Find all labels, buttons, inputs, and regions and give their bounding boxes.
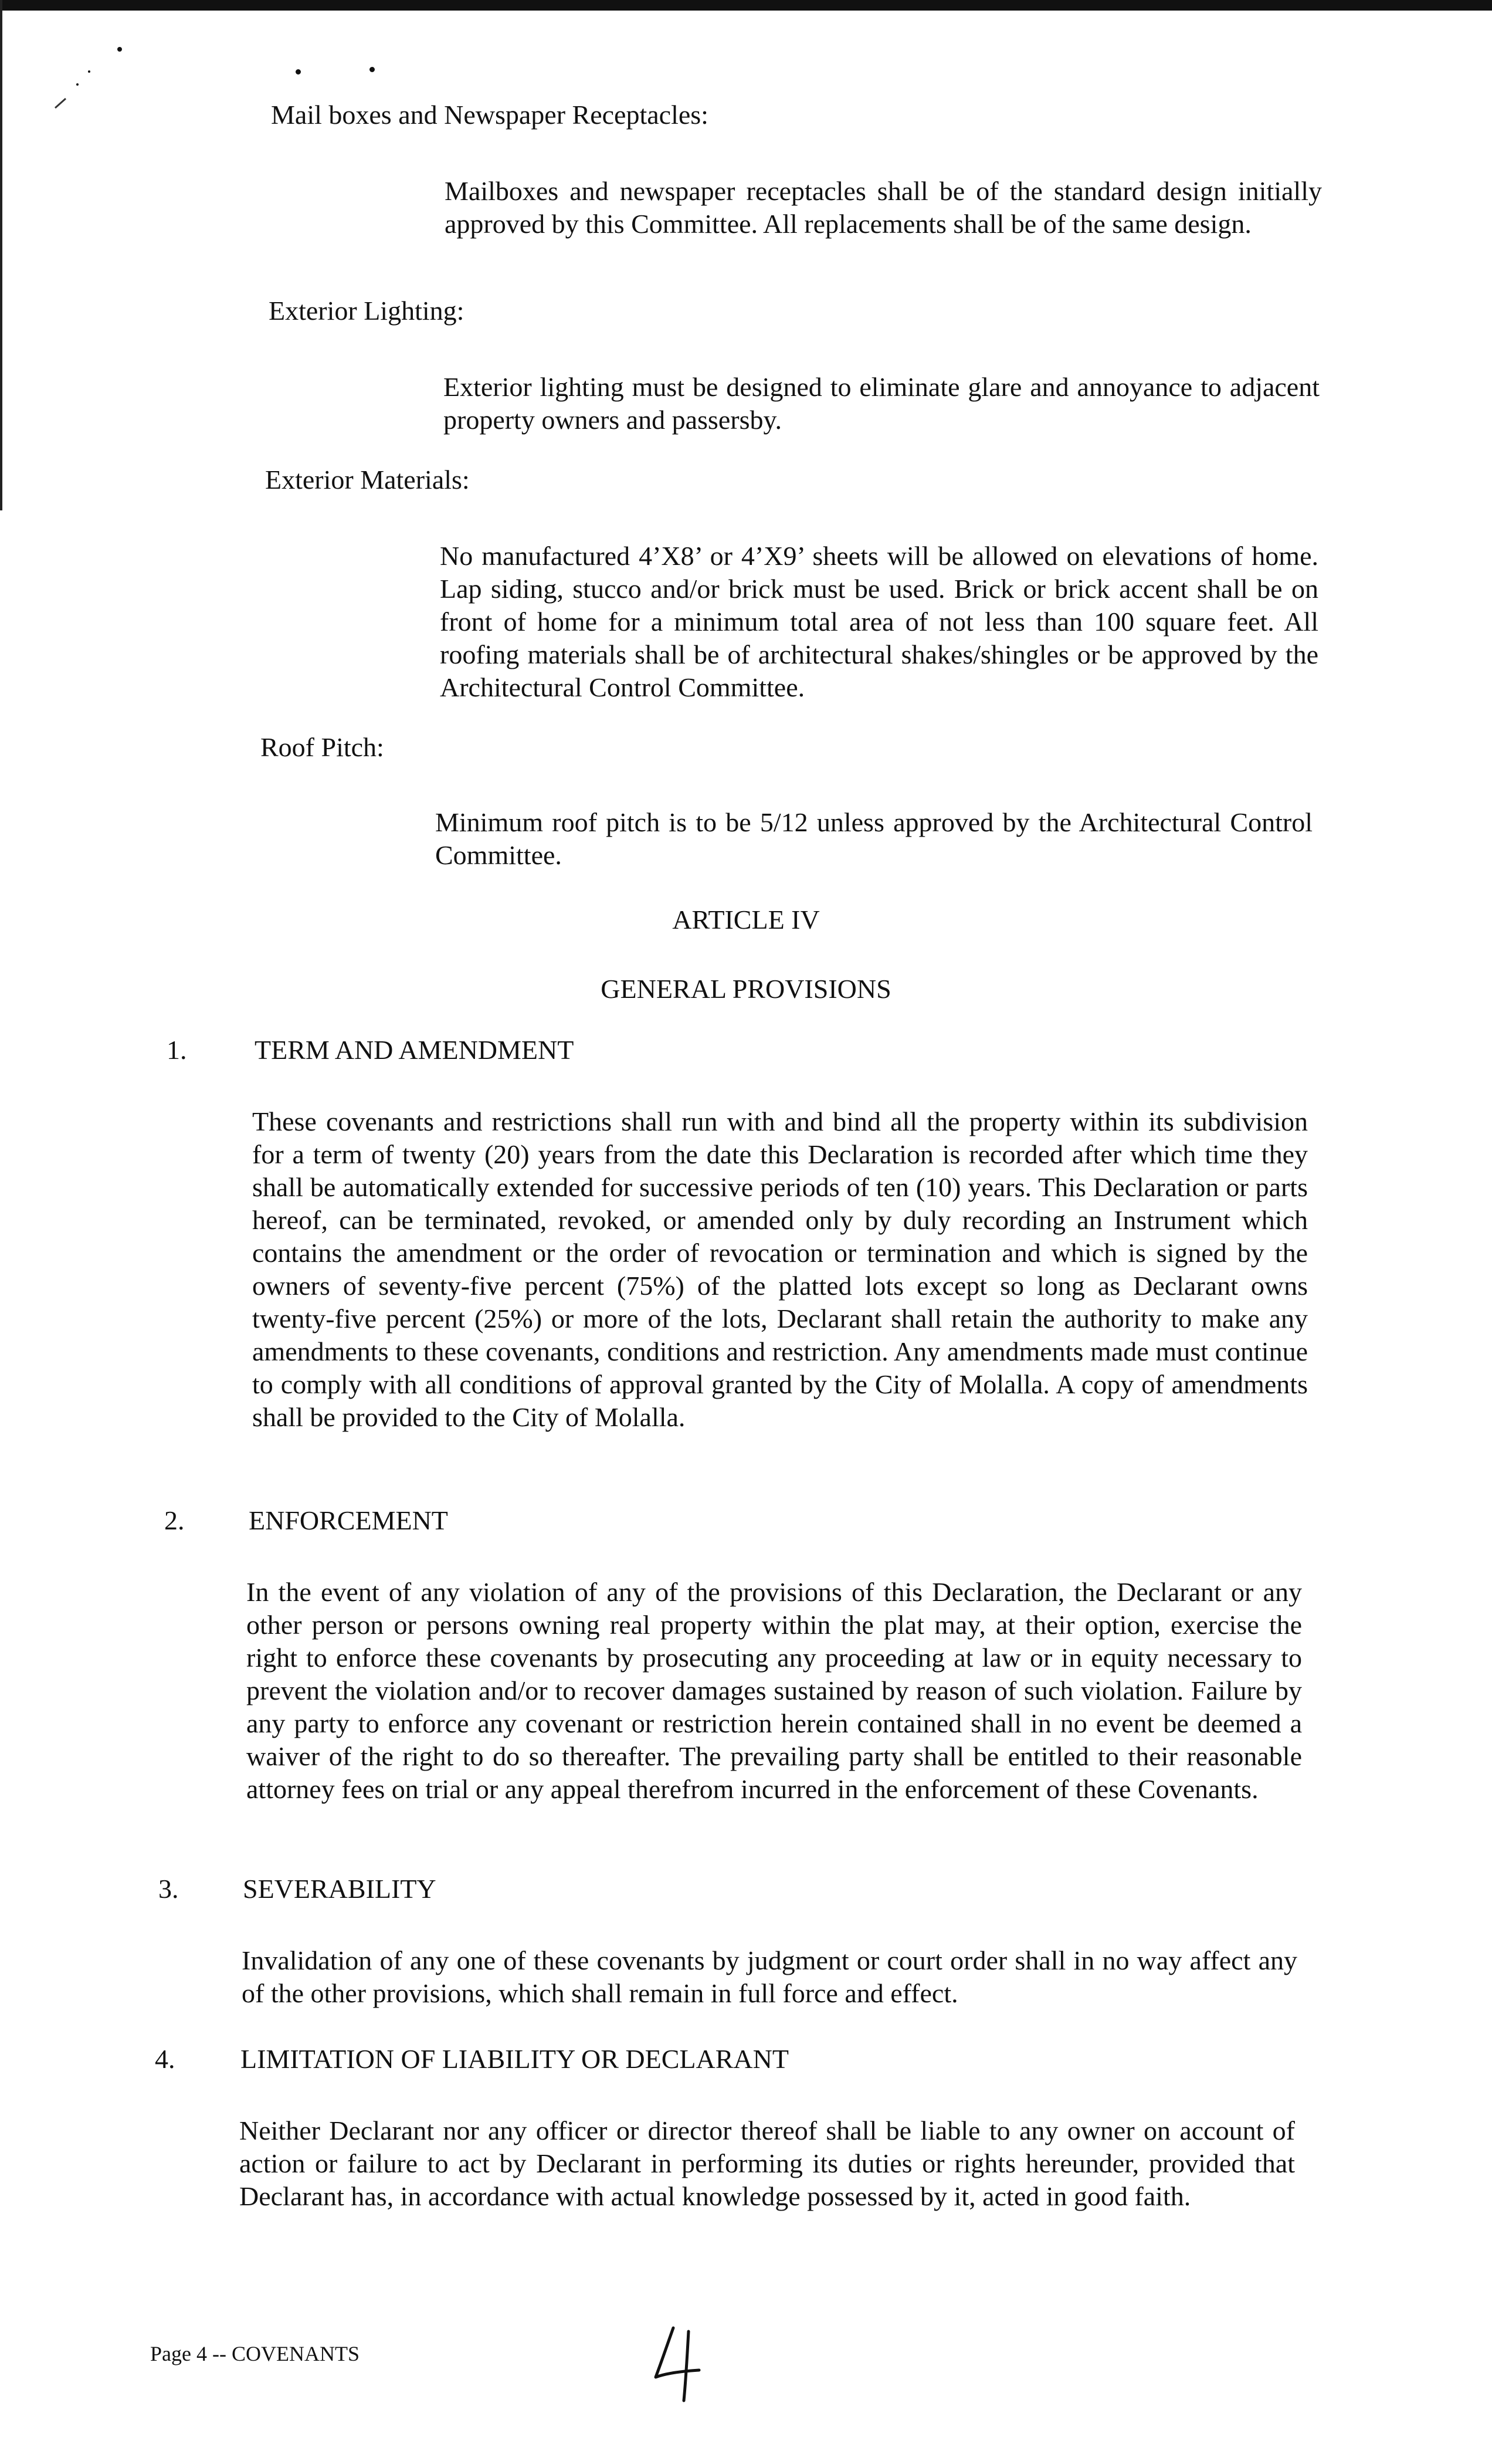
- provision-number: 4.: [155, 2044, 175, 2074]
- article-title: GENERAL PROVISIONS: [601, 974, 891, 1004]
- scan-speck: [369, 67, 375, 72]
- provision-text-term-and-amendment: These covenants and restrictions shall run with and bind all the property within its subdivision for a term of twenty (20) years from the date this Declaration is recorded after which time they shall be automatically extended for successive periods of ten (10) years. This Declaration or parts hereof, can be terminated, revoked, or amended only by duly recording an Instrument which contains the amendment or the order of revocation or termination and which is signed by the owners of seventy-five percent (75%) of the platted lots except so long as Declarant owns twenty-five percent (25%) or more of the lots, Declarant shall retain the authority to make any amendments to these covenants, conditions and restriction. Any amendments made must continue to comply with all conditions of approval granted by the City of Molalla. A copy of amendments shall be provided to the City of Molalla.: [252, 1106, 1308, 1432]
- scan-left-edge: [0, 0, 2, 510]
- provision-text-enforcement: In the event of any violation of any of the provisions of this Declaration, the Declarant or any other person or persons owning real property within the plat may, at their option, exercise the right to enforce these covenants by prosecuting any proceeding at law or in equity necessary to prevent the violation and/or to recover damages sustained by reason of such violation. Failure by any party to enforce any covenant or restriction herein contained shall in no event be deemed a waiver of the right to do so thereafter. The prevailing party shall be entitled to their reasonable attorney fees on trial or any appeal therefrom incurred in the enforcement of these Covenants.: [246, 1577, 1302, 1804]
- provision-heading-limitation-of-liability: LIMITATION OF LIABILITY OR DECLARANT: [240, 2044, 789, 2074]
- article-number: ARTICLE IV: [672, 905, 820, 935]
- scan-speck: [117, 47, 122, 52]
- provision-heading-severability: SEVERABILITY: [243, 1874, 436, 1904]
- scan-speck: [296, 69, 301, 75]
- provision-text-limitation-of-liability: Neither Declarant nor any officer or director thereof shall be liable to any owner on account of action or failure to act by Declarant in performing its duties or rights hereunder, provided that Declarant has, in accordance with actual knowledge possessed by it, acted in good faith.: [239, 2116, 1295, 2211]
- section-text-exterior-lighting: Exterior lighting must be designed to eliminate glare and annoyance to adjacent property owners and passersby.: [443, 372, 1320, 435]
- handwritten-page-number: [645, 2323, 710, 2405]
- provision-number: 3.: [158, 1874, 179, 1904]
- section-heading-exterior-lighting: Exterior Lighting:: [269, 296, 464, 326]
- section-heading-exterior-materials: Exterior Materials:: [265, 465, 470, 495]
- section-heading-roof-pitch: Roof Pitch:: [260, 732, 384, 762]
- provision-heading-term-and-amendment: TERM AND AMENDMENT: [255, 1035, 574, 1065]
- provision-heading-enforcement: ENFORCEMENT: [249, 1505, 448, 1535]
- scan-speck: [88, 70, 90, 73]
- scan-mark: [53, 94, 70, 111]
- page-footer-label: Page 4 -- COVENANTS: [150, 2342, 360, 2365]
- section-text-mailboxes: Mailboxes and newspaper receptacles shall be of the standard design initially approved by this Committee. All replacements shall be of the same design.: [445, 176, 1322, 239]
- scan-speck: [76, 83, 79, 86]
- section-text-exterior-materials: No manufactured 4’X8’ or 4’X9’ sheets will be allowed on elevations of home. Lap siding, stucco and/or brick must be used. Brick or brick accent shall be on front of home for a minimum total area of not less than 100 square feet. All roofing materials shall be of architectural shakes/shingles or be approved by the Architectural Control Committee.: [440, 541, 1318, 702]
- provision-text-severability: Invalidation of any one of these covenants by judgment or court order shall in no way affect any of the other provisions, which shall remain in full force and effect.: [242, 1945, 1297, 2008]
- provision-number: 2.: [164, 1505, 185, 1535]
- provision-number: 1.: [167, 1035, 187, 1065]
- section-heading-mailboxes: Mail boxes and Newspaper Receptacles:: [271, 100, 708, 130]
- section-text-roof-pitch: Minimum roof pitch is to be 5/12 unless approved by the Architectural Control Committee.: [435, 807, 1313, 870]
- scan-top-border: [0, 0, 1492, 11]
